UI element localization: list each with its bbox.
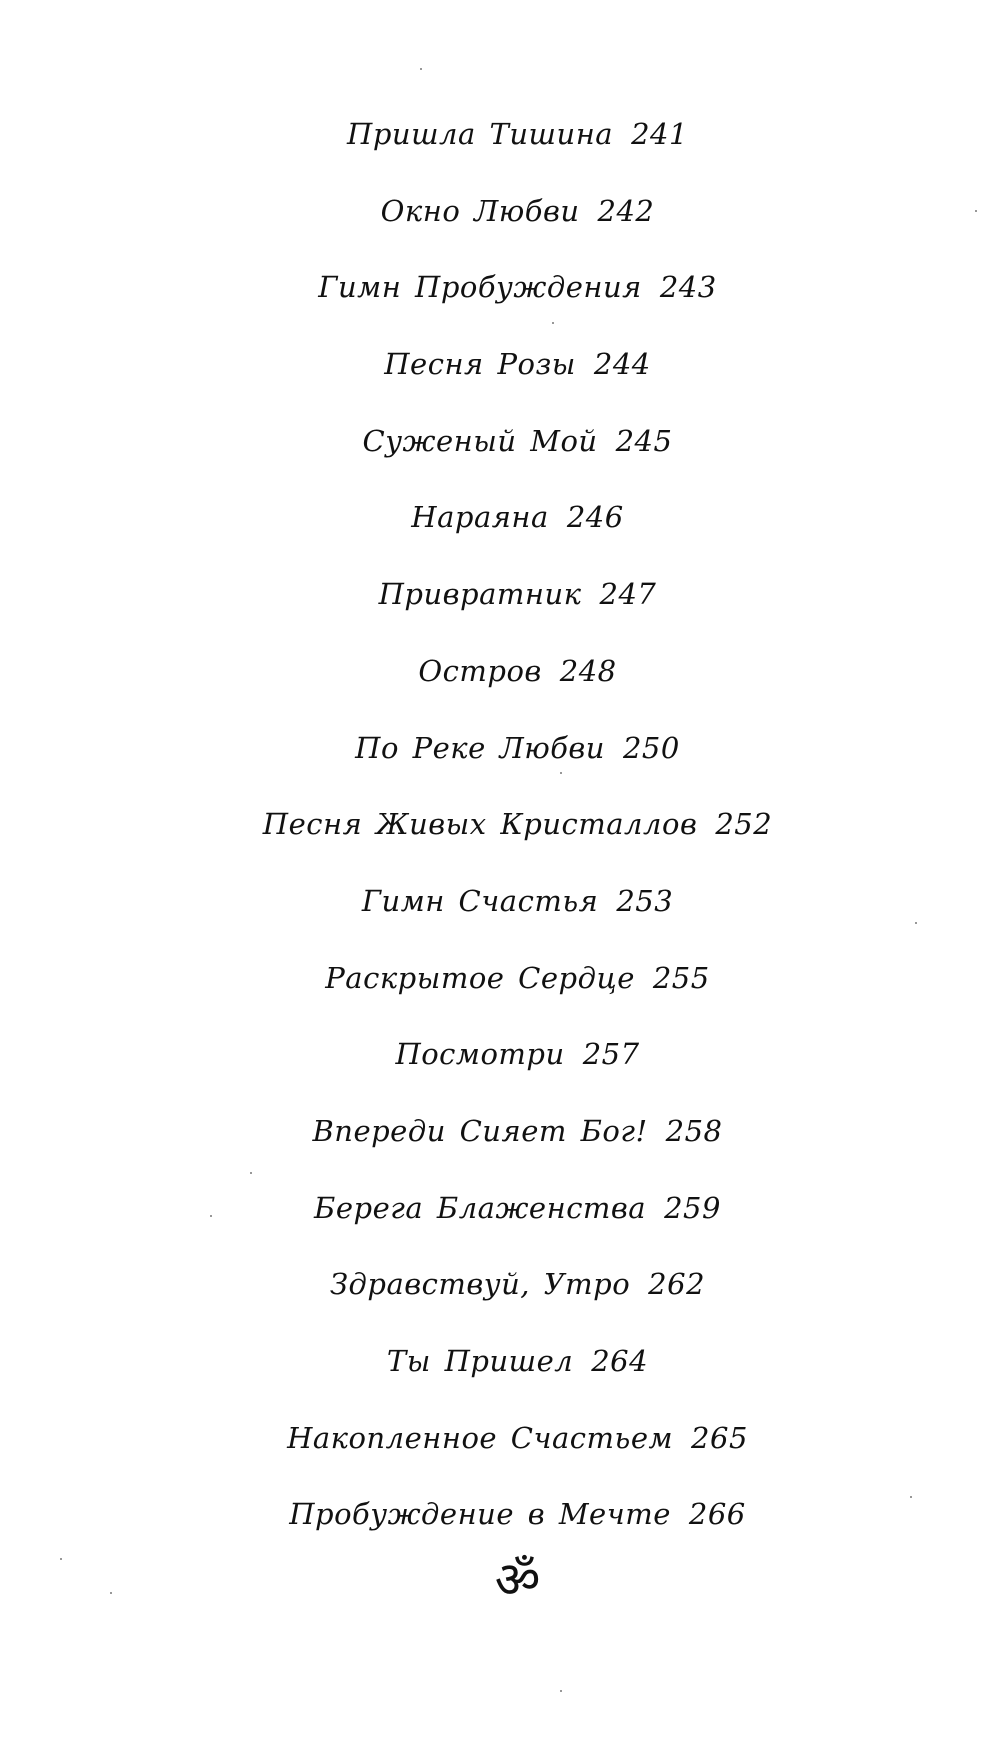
toc-entry [0,249,1000,326]
toc-entry [0,556,1000,633]
toc-entry-title: Берега Блаженства [314,1190,647,1225]
toc-entry-title: Впереди Сияет Бог! [312,1113,648,1148]
toc-entry-page: 252 [715,807,773,842]
toc-entry [0,1400,1000,1477]
toc-entry-page: 243 [659,270,717,305]
toc-entry [0,1016,1000,1093]
toc-entry-title: Пробуждение в Мечте [289,1497,671,1532]
toc-entry [0,1246,1000,1323]
toc-entry-page: 255 [652,960,710,995]
toc-entry-title: По Реке Любви [355,730,605,765]
toc-entry [0,1170,1000,1247]
toc-entry [0,326,1000,403]
toc-entry-title: Нараяна [411,500,549,535]
toc-entry [0,1476,1000,1553]
toc-entry [0,403,1000,480]
table-of-contents [0,96,1000,1553]
toc-entry-title: Суженый Мой [362,423,598,458]
toc-entry-page: 244 [593,347,651,382]
toc-entry-title: Гимн Пробуждения [318,270,642,305]
scan-speck [910,1496,912,1498]
toc-entry [0,1093,1000,1170]
toc-entry-title: Привратник [378,577,582,612]
toc-entry-title: Гимн Счастья [361,883,599,918]
toc-entry-title: Песня Живых Кристаллов [262,807,698,842]
toc-entry [0,863,1000,940]
toc-entry [0,1323,1000,1400]
toc-entry-page: 253 [616,883,674,918]
scan-speck [110,1592,112,1594]
toc-entry-title: Раскрытое Сердце [325,960,635,995]
toc-entry [0,940,1000,1017]
scan-speck [420,68,422,70]
toc-entry-page: 247 [599,577,657,612]
toc-entry-title: Остров [418,653,542,688]
toc-entry-page: 265 [691,1420,748,1455]
toc-entry-title: Здравствуй, Утро [329,1267,631,1302]
scan-speck [552,322,554,324]
scan-speck [250,1172,252,1174]
toc-entry-page: 250 [622,730,680,765]
toc-entry-title: Ты Пришел [386,1344,574,1378]
toc-entry [0,786,1000,863]
toc-entry-page: 245 [615,423,673,458]
toc-entry-page: 241 [631,117,688,151]
toc-entry-page: 257 [582,1037,640,1072]
toc-entry-page: 248 [559,653,617,688]
toc-entry-page: 259 [664,1190,721,1225]
toc-entry-title: Посмотри [395,1037,565,1072]
toc-entry-page: 262 [648,1267,706,1302]
toc-entry-page: 246 [566,500,624,535]
toc-entry-title: Окно Любви [380,193,580,228]
scan-speck [915,922,917,924]
scan-speck [560,772,562,774]
scan-speck [560,1690,562,1692]
scan-speck [60,1558,62,1560]
toc-entry [0,96,1000,173]
toc-entry-title: Пришла Тишина [347,117,614,151]
toc-entry-page: 258 [665,1113,723,1148]
om-icon: ॐ [494,1551,541,1609]
toc-entry-title: Накопленное Счастьем [287,1420,674,1455]
toc-entry [0,710,1000,787]
toc-entry [0,633,1000,710]
toc-entry-page: 264 [591,1344,649,1378]
scan-speck [210,1215,212,1217]
toc-entry [0,173,1000,250]
toc-entry [0,479,1000,556]
toc-entry-page: 266 [688,1497,746,1532]
toc-entry-title: Песня Розы [384,347,576,382]
toc-entry-page: 242 [597,193,655,228]
scan-speck [975,210,977,212]
